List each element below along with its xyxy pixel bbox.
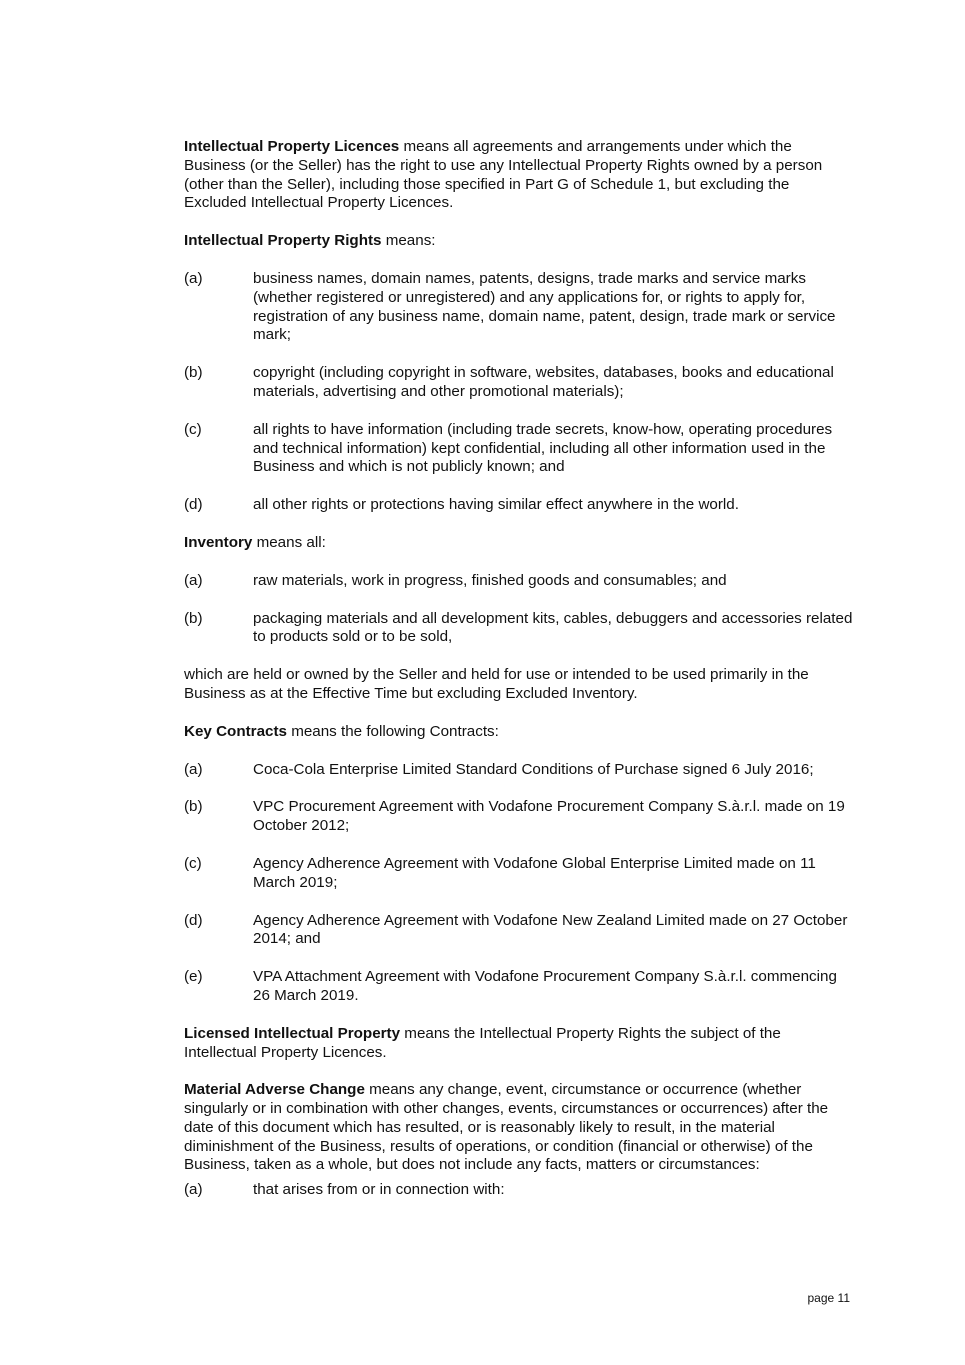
list-item-text: Agency Adherence Agreement with Vodafone Global Enterprise Limited made on 11 March 2019; (253, 854, 816, 891)
list-item (184, 968, 856, 1006)
list-item-label: (d) (184, 911, 203, 929)
definition-text: means any change, event, circumstance or occurrence (whether singularly or in combination with other changes, events, circumstances or occurrences) after the date of this document which has resulted, or is reasonably likely to result, in the material diminishment of the Business, results of operations, or condition (financial or otherwise) of the Business, taken as a whole, but does not include any facts, matters or circumstances: (184, 1081, 829, 1174)
definition-term: Key Contracts (184, 722, 287, 740)
definition-term: Intellectual Property Rights (184, 232, 382, 250)
list-item-label: (c) (184, 854, 202, 872)
list-item-text: all rights to have information (including trade secrets, know-how, operating procedures and technical information) kept confidential, including all other information used in the Business and which is not publicly known; and (253, 420, 833, 476)
list-item-text: that arises from or in connection with: (253, 1181, 505, 1199)
list-item (184, 496, 856, 515)
definition-ip-licences (184, 138, 856, 213)
definitions-section (184, 138, 856, 1200)
list-item-text: VPC Procurement Agreement with Vodafone Procurement Company S.à.r.l. made on 19 October 2012; (253, 798, 845, 835)
list-item-text: raw materials, work in progress, finished goods and consumables; and (253, 571, 727, 589)
list-item-text: Coca-Cola Enterprise Limited Standard Conditions of Purchase signed 6 July 2016; (253, 760, 814, 778)
list-item-label: (b) (184, 609, 203, 627)
list-item (184, 1181, 856, 1200)
list-item-text: VPA Attachment Agreement with Vodafone Procurement Company S.à.r.l. commencing 26 March 2019. (253, 968, 837, 1004)
list-item-label: (a) (184, 269, 203, 287)
definition-key-contracts (184, 723, 856, 742)
list-item-label: (a) (184, 1181, 203, 1199)
definition-text: means all: (252, 533, 326, 551)
list-item-text: Agency Adherence Agreement with Vodafone New Zealand Limited made on 27 October 2014; and (253, 911, 848, 948)
definition-licensed-ip (184, 1025, 856, 1063)
list-item-text: all other rights or protections having similar effect anywhere in the world. (253, 496, 739, 514)
list-item-label: (b) (184, 798, 203, 816)
list-item (184, 855, 856, 893)
definition-text: means the following Contracts: (286, 722, 499, 740)
list-item-text: business names, domain names, patents, designs, trade marks and service marks (whether registered or unregistered) and any applications for, or rights to apply for, registration of any business name, domain name, patent, design, trade mark or service mark; (253, 269, 836, 344)
definition-continuation: which are held or owned by the Seller and held for use or intended to be used primarily in the Business as at the Effective Time but excluding Excluded Inventory. (184, 666, 809, 702)
list-item-label: (c) (184, 420, 202, 438)
list-item (184, 270, 856, 345)
list-item-label: (d) (184, 496, 203, 514)
list-item-label: (b) (184, 364, 203, 382)
definition-term: Inventory (184, 533, 253, 551)
definition-term: Licensed Intellectual Property (184, 1024, 401, 1042)
list-item-text: copyright (including copyright in software, websites, databases, books and educational materials, advertising and other promotional materials); (253, 364, 834, 400)
definition-ip-rights (184, 232, 856, 251)
list-item (184, 798, 856, 836)
definition-term: Material Adverse Change (184, 1081, 365, 1099)
list-item (184, 912, 856, 950)
definition-inventory (184, 534, 856, 553)
list-item (184, 610, 856, 648)
definition-material-adverse-change (184, 1081, 856, 1175)
definition-term: Intellectual Property Licences (184, 138, 400, 155)
list-item-label: (a) (184, 571, 203, 589)
list-item-label: (a) (184, 760, 203, 778)
definition-text: means all agreements and arrangements under which the Business (or the Seller) has the right to use any Intellectual Property Rights owned by a person (other than the Seller), including those specified in Part G of Schedule 1, but excluding the Excluded Intellectual Property Licences. (184, 138, 823, 212)
list-item (184, 761, 856, 780)
page-number: page 11 (807, 1291, 850, 1305)
list-item (184, 572, 856, 591)
definition-text: means the Intellectual Property Rights the subject of the Intellectual Property Licences. (184, 1024, 781, 1061)
definition-text: means: (381, 232, 436, 250)
list-item-label: (e) (184, 968, 203, 986)
list-item (184, 364, 856, 402)
list-item (184, 421, 856, 477)
list-item-text: packaging materials and all development kits, cables, debuggers and accessories related to products sold or to be sold, (253, 609, 853, 646)
